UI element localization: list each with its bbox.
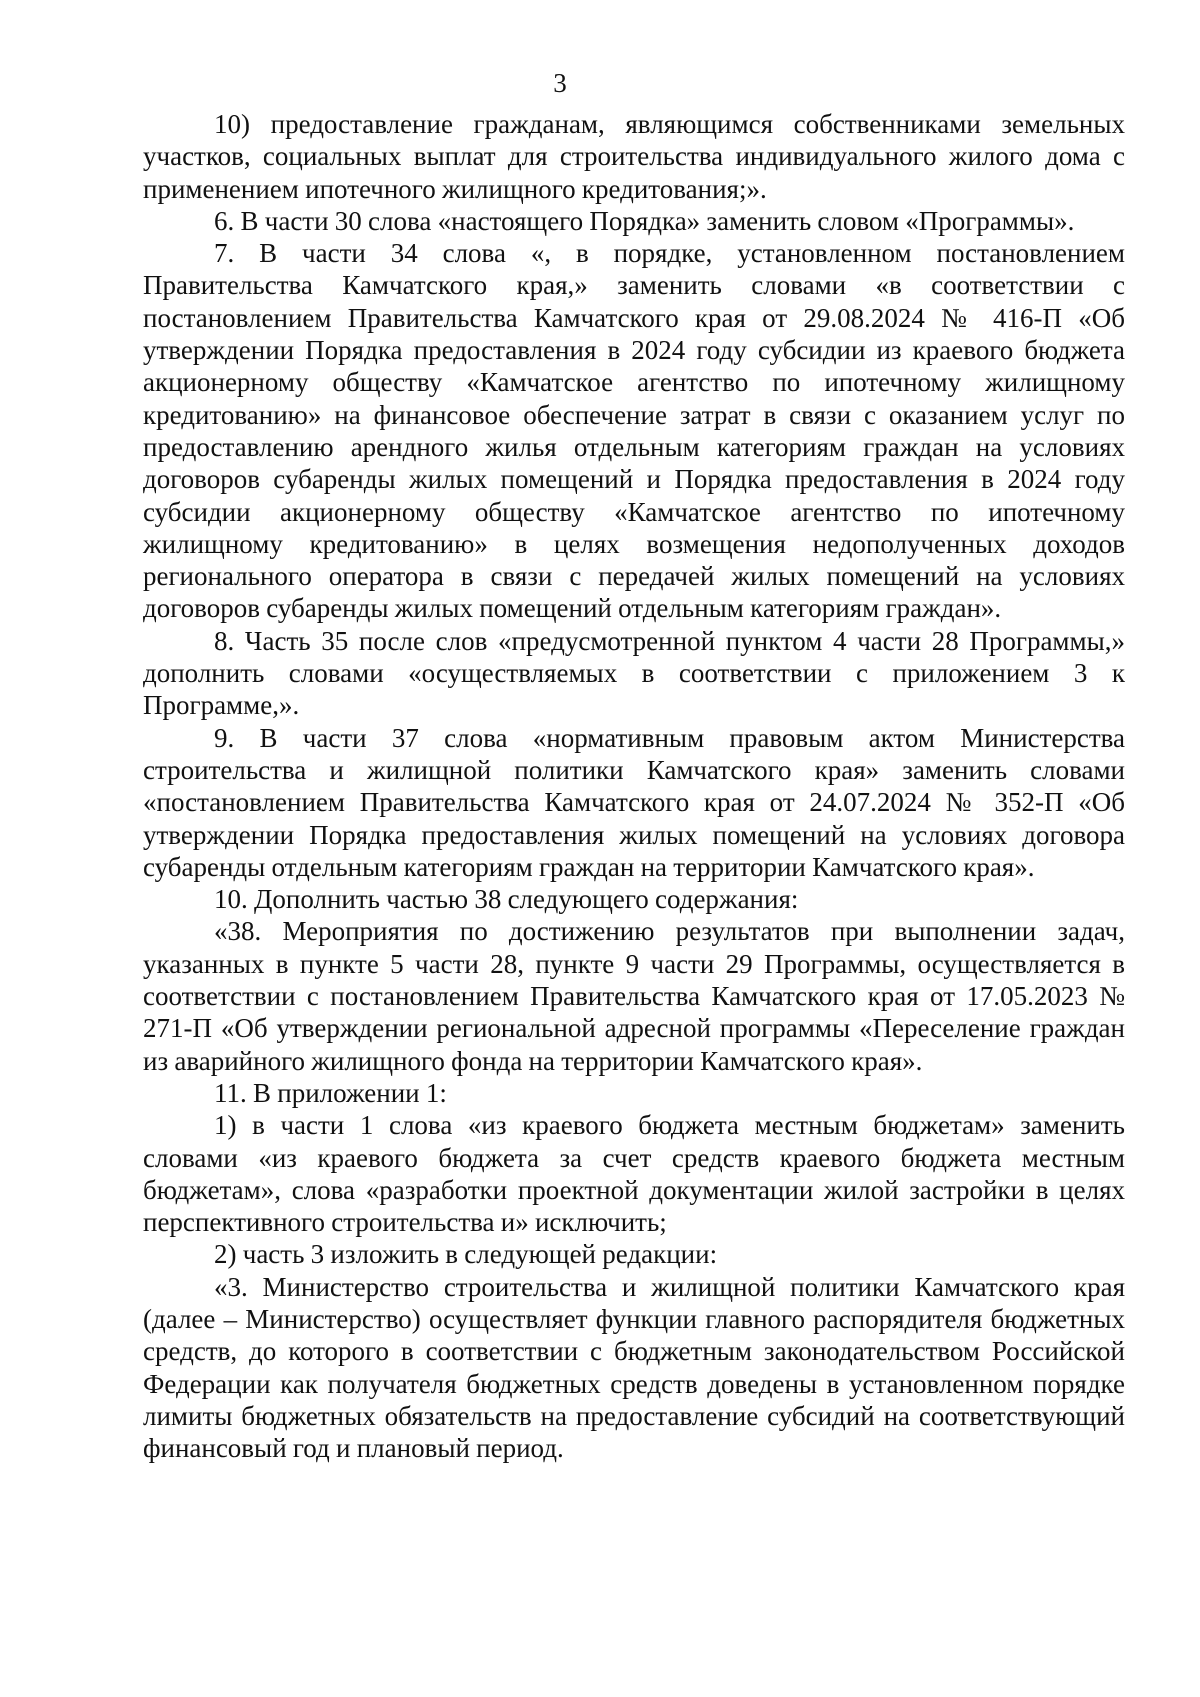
document-body — [143, 108, 1125, 1464]
paragraph-11-item-1: 1) в части 1 слова «из краевого бюджета местным бюджетам» заменить словами «из краевого бюджета за счет средств краевого бюджета местным бюджетам», слова «разработки проектной документации жилой застройки в целях перспективного строительства и» исключить; — [143, 1110, 1125, 1238]
paragraph-11-appendix-1: 11. В приложении 1: — [214, 1077, 447, 1108]
paragraph-part-3-text: «3. Министерство строительства и жилищной политики Камчатского края (далее – Министерство) осуществляет функции главного распорядителя бюджетных средств, до которого в соответствии с бюджетным законодательством Российской Федерации как получателя бюджетных средств доведены в установленном порядке лимиты бюджетных обязательств на предоставление субсидий на соответствующий финансовый год и плановый период. — [143, 1271, 1125, 1464]
paragraph-item-10-social-payments: 10) предоставление гражданам, являющимся собственниками земельных участков, социальных выплат для строительства индивидуального жилого дома с применением ипотечного жилищного кредитования;». — [143, 109, 1125, 204]
paragraph-8-part-35: 8. Часть 35 после слов «предусмотренной пунктом 4 части 28 Программы,» дополнить словами «осуществляемых в соответствии с приложением 3 к Программе,». — [143, 625, 1125, 721]
paragraph-10-add-part-38: 10. Дополнить частью 38 следующего содержания: — [214, 884, 799, 915]
paragraph-6-part-30: 6. В части 30 слова «настоящего Порядка» заменить словом «Программы». — [214, 205, 1075, 236]
paragraph-9-part-37: 9. В части 37 слова «нормативным правовым актом Министерства строительства и жилищной политики Камчатского края» заменить словами «постановлением Правительства Камчатского края от 24.07.2024 № 352-П «Об утверждении Порядка предоставления жилых помещений на условиях договора субаренды отдельным категориям граждан на территории Камчатского края». — [143, 722, 1125, 882]
paragraph-7-part-34: 7. В части 34 слова «, в порядке, установленном постановлением Правительства Камчатского края,» заменить словами «в соответствии с постановлением Правительства Камчатского края от 29.08.2024 № 416-П «Об утверждении Порядка предоставления в 2024 году субсидии из краевого бюджета акционерному обществу «Камчатское агентство по ипотечному жилищному кредитованию» на финансовое обеспечение затрат в связи с оказанием услуг по предоставлению арендного жилья отдельным категориям граждан на условиях договоров субаренды жилых помещений и Порядка предоставления в 2024 году субсидии акционерному обществу «Камчатское агентство по ипотечному жилищному кредитованию» в целях возмещения недополученных доходов регионального оператора в связи с передачей жилых помещений на условиях договоров субаренды жилых помещений отдельным категориям граждан». — [143, 238, 1125, 624]
paragraph-part-38-text: «38. Мероприятия по достижению результатов при выполнении задач, указанных в пункте 5 части 28, пункте 9 части 29 Программы, осуществляется в соответствии с постановлением Правительства Камчатского края от 17.05.2023 № 271-П «Об утверждении региональной адресной программы «Переселение граждан из аварийного жилищного фонда на территории Камчатского края». — [143, 916, 1125, 1076]
page-number: 3 — [553, 68, 567, 98]
paragraph-11-item-2: 2) часть 3 изложить в следующей редакции: — [214, 1239, 718, 1270]
